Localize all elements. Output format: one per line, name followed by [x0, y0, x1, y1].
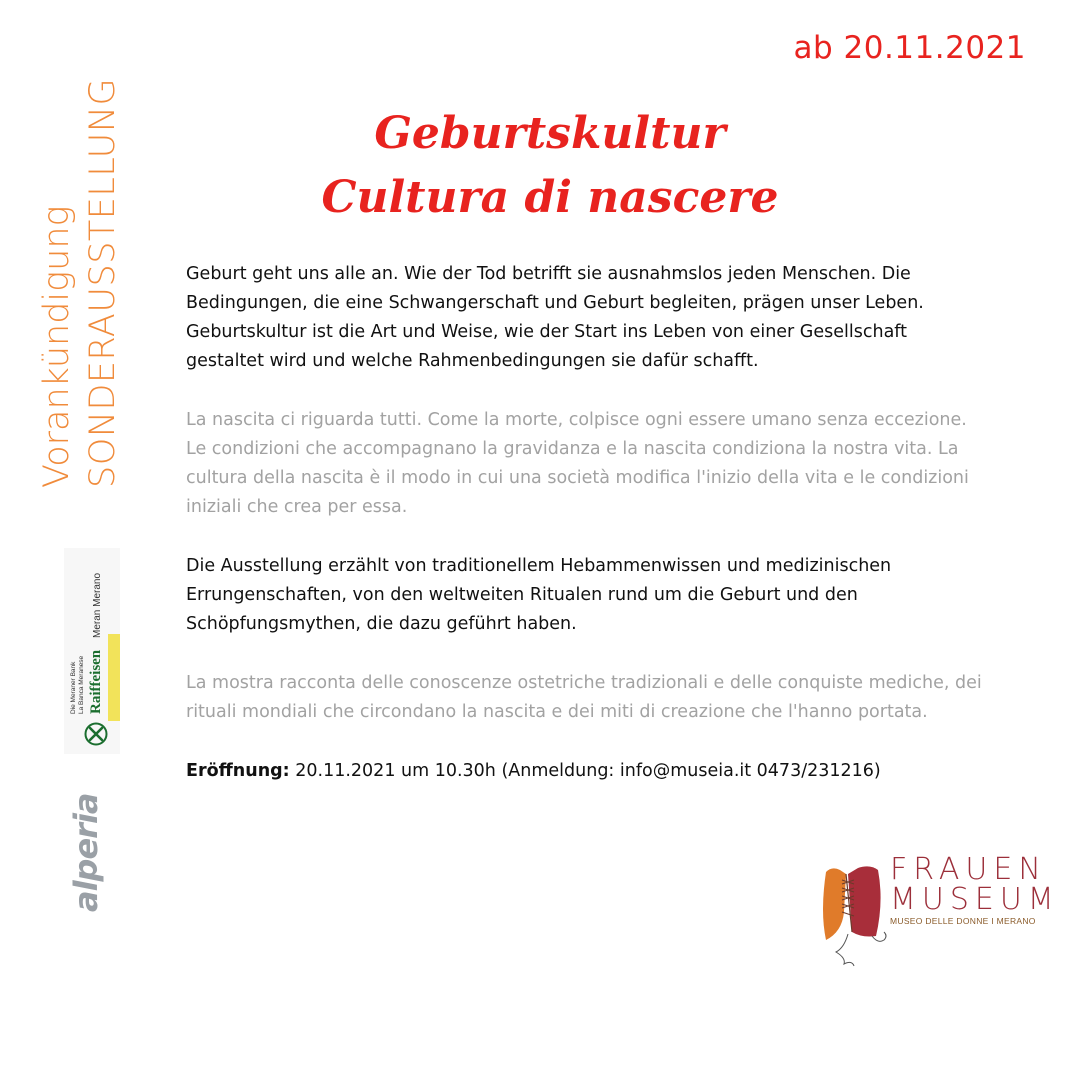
- museum-name-line2: MUSEUM: [890, 882, 1060, 917]
- announcement-label: Vorankündigung: [37, 205, 77, 488]
- opening-info: [186, 757, 986, 786]
- corset-icon: [818, 852, 888, 968]
- raiffeisen-sponsor-logo: [64, 548, 120, 754]
- alperia-wordmark: alperia: [67, 793, 105, 912]
- paragraph-italian-2: La mostra racconta delle conoscenze ostetriche tradizionali e delle conquiste mediche, dei rituali mondiali che circondano la nascita e dei miti di creazione che l'hanno portata.: [186, 673, 982, 722]
- special-exhibition-label: SONDERAUSSTELLUNG: [83, 77, 123, 488]
- raiffeisen-name: Raiffeisen: [88, 649, 104, 714]
- title-italian: Cultura di nascere: [321, 172, 779, 223]
- paragraph-german-2: Die Ausstellung erzählt von traditionellem Hebammenwissen und medizinischen Errungenschaften, von den weltweiten Ritualen rund um die Geburt und den Schöpfungsmythen, die dazu geführt haben.: [186, 556, 892, 634]
- description-body: [186, 260, 986, 816]
- raiffeisen-gable-icon: [84, 722, 108, 746]
- title-german: Geburtskultur: [374, 108, 726, 159]
- opening-label: Eröffnung:: [186, 761, 290, 781]
- page-title: [230, 102, 870, 230]
- announcement-sidebar: [34, 42, 134, 488]
- alperia-sponsor-logo: [66, 790, 106, 912]
- exhibition-date: ab 20.11.2021: [793, 30, 1026, 66]
- frauenmuseum-logo: [818, 852, 1060, 968]
- raiffeisen-tagline: Die Meraner Bank La Banca Meranese: [70, 655, 85, 714]
- paragraph-german-1: Geburt geht uns alle an. Wie der Tod betrifft sie ausnahmslos jeden Menschen. Die Bedingungen, die eine Schwangerschaft und Geburt begleiten, prägen unser Leben. Geburtskultur ist die Art und Weise, wie der Start ins Leben von einer Gesellschaft gestaltet wird und welche Rahmenbedingungen sie dafür schafft.: [186, 264, 924, 371]
- raiffeisen-place: Meran Merano: [92, 572, 103, 638]
- museum-subtitle: MUSEO DELLE DONNE I MERANO: [890, 916, 1036, 926]
- museum-name-line1: FRAUEN: [890, 852, 1047, 887]
- opening-details: 20.11.2021 um 10.30h (Anmeldung: info@museia.it 0473/231216): [289, 761, 881, 781]
- paragraph-italian-1: La nascita ci riguarda tutti. Come la morte, colpisce ogni essere umano senza eccezione. Le condizioni che accompagnano la gravidanza e la nascita condiziona la nostra vita. La cultura della nascita è il modo in cui una società modifica l'inizio della vita e le condizioni iniziali che crea per essa.: [186, 410, 969, 517]
